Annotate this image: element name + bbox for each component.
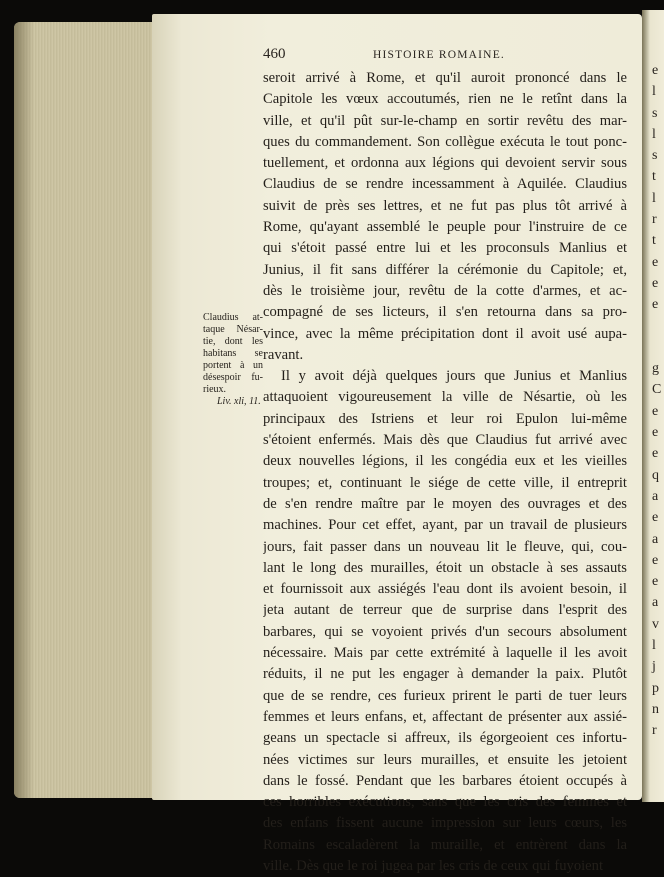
text-line: ces horribles exécutions, sans que les cris des femmes et	[263, 794, 627, 811]
text-line: des enfans fissent aucune impression sur leurs cœurs, les	[263, 815, 627, 832]
facing-page-letter: a	[652, 488, 659, 504]
book-page-edges	[14, 22, 164, 798]
text-line: Il y avoit déjà quelques jours que Junius et Manlius	[281, 368, 627, 385]
text-line: seroit arrivé à Rome, et qu'il auroit prononcé dans le	[263, 70, 627, 86]
text-line: que de se rendre, ces furieux prirent le parti de tuer leurs	[263, 687, 627, 704]
facing-page-letter: j	[652, 659, 656, 675]
body-text	[263, 68, 627, 877]
facing-page-letter: r	[652, 723, 657, 739]
facing-page-letter: e	[652, 254, 659, 270]
text-line: réduits, il ne put les engager à demander la paix. Plutôt	[263, 666, 627, 683]
text-line: qui s'étoit passé entre lui et les proconsuls Manlius et	[263, 240, 627, 257]
text-line: suivit de près ses lettres, et ne fut pas plus tôt arrivé à	[263, 197, 627, 214]
facing-page-letter	[652, 316, 664, 337]
text-line: nécessaire. Mais par cette extrémité à laquelle il les avoit	[263, 645, 627, 662]
facing-page-letter: e	[652, 552, 659, 568]
text-line: deux nouvelles légions, il les congédia eux et les vieilles	[263, 453, 627, 470]
text-line: Romains escaladèrent la muraille, et entrèrent dans la	[263, 836, 627, 853]
margin-note-line: portent à un	[203, 360, 263, 371]
text-line: machines. Pour cet effet, ayant, par un travail de plusieurs	[263, 517, 627, 534]
text-line: femmes et leurs enfans, et, affectant de présenter aux assié-	[263, 708, 627, 725]
text-line: jeta autant de terreur que de surprise dans l'esprit des	[263, 602, 627, 619]
text-line: vince, avec la même précipitation dont il avoit usé aupa-	[263, 325, 627, 342]
facing-page-letter: l	[652, 190, 656, 206]
margin-note-reference: Liv. xli, 11.	[217, 396, 261, 407]
facing-page-letter: q	[652, 467, 659, 483]
facing-page-letter: a	[652, 531, 659, 547]
facing-page-letter: e	[652, 574, 659, 590]
text-line: s'étoient enfermés. Mais dès que Claudius fut arrivé avec	[263, 432, 627, 449]
book-edge-shadow	[14, 22, 34, 798]
facing-page-letter: e	[652, 403, 659, 419]
text-line: lant le long des murailles, étoit un obstacle à ses assauts	[263, 559, 627, 576]
text-line: troupes; et, continuant le siége de cette ville, il entreprit	[263, 474, 627, 491]
facing-page-letter: e	[652, 446, 659, 462]
text-line: dans le fossé. Pendant que les barbares étoient occupés à	[263, 772, 627, 789]
facing-page-letter: e	[652, 63, 659, 78]
margin-note-line: rieux.	[203, 384, 227, 395]
facing-page-letter: e	[652, 297, 659, 313]
facing-page-fragment	[652, 60, 664, 742]
facing-page-letter: p	[652, 680, 659, 696]
facing-page-letter: n	[652, 701, 659, 717]
text-line: dès le troisième jour, revêtu de la cotte d'armes, et ac-	[263, 282, 627, 299]
facing-page-letter: s	[652, 148, 658, 164]
page-header	[263, 46, 627, 68]
facing-page-letter	[652, 337, 664, 358]
facing-page-letter: s	[652, 105, 658, 121]
facing-page-letter: e	[652, 425, 659, 441]
text-line: Rome, qu'ayant assemblé le peuple pour l'instruire de ce	[263, 219, 627, 236]
page-number: 460	[263, 46, 286, 62]
text-line: et fournissoit aux assiégés l'eau dont ils avoient besoin, il	[263, 581, 627, 598]
text-line: geans un spectacle si affreux, ils égorgeoient ces infortu-	[263, 730, 627, 747]
text-line: ville. Dès que le roi jugea par les cris de ceux qui fuyoient	[263, 857, 604, 874]
facing-page-letter: e	[652, 275, 659, 291]
facing-page-letter: v	[652, 616, 659, 632]
margin-note-line: tie, dont les	[203, 336, 263, 347]
margin-note-line: Claudius at-	[203, 312, 263, 323]
text-line: ques du commandement. Son collègue exécuta le tout ponc-	[263, 133, 627, 150]
text-line: Claudius de se rendre incessamment à Aquilée. Claudius	[263, 176, 627, 193]
margin-note-line: désespoir fu-	[203, 372, 263, 383]
text-line: de s'en rendre maître par le moyen des ouvrages et des	[263, 495, 627, 512]
margin-note-line: taque Nésar-	[203, 324, 263, 335]
facing-page-letter: l	[652, 638, 656, 654]
facing-page-letter: a	[652, 595, 659, 611]
facing-page-letter: r	[652, 212, 657, 228]
running-title: HISTOIRE ROMAINE.	[373, 49, 505, 61]
facing-page-letter: e	[652, 510, 659, 526]
facing-page-letter: l	[652, 84, 656, 100]
facing-page-letter: t	[652, 233, 656, 249]
text-line: Junius, il fit sans différer la cérémonie du Capitole; et,	[263, 261, 627, 278]
text-line: ravant.	[263, 346, 304, 363]
text-line: Capitole les vœux accoutumés, rien ne le retînt dans la	[263, 91, 627, 108]
facing-page-letter: C	[652, 382, 662, 398]
facing-page-letter: l	[652, 126, 656, 142]
facing-page-letter: t	[652, 169, 656, 185]
text-line: attaquoient vigoureusement la ville de Nésartie, où les	[263, 389, 627, 406]
text-line: jours, fait passer dans un nouveau lit le fleuve, qui, cou-	[263, 538, 627, 555]
margin-note	[203, 312, 263, 408]
text-line: principaux des Istriens et leur roi Epulon lui-même	[263, 410, 627, 427]
text-line: compagné de ses licteurs, il s'en retourna dans sa pro-	[263, 304, 627, 321]
text-line: tuellement, et ordonna aux légions qui devoient servir sous	[263, 155, 627, 172]
text-line: nées victimes sur leurs murailles, et ensuite les jetoient	[263, 751, 627, 768]
text-line: barbares, qui se voyoient privés d'un secours absolument	[263, 623, 627, 640]
text-line: ville, et qu'il pût sur-le-champ en sortir revêtu des mar-	[263, 112, 627, 129]
margin-note-line: habitans se	[203, 348, 263, 359]
facing-page-letter: g	[652, 361, 659, 377]
